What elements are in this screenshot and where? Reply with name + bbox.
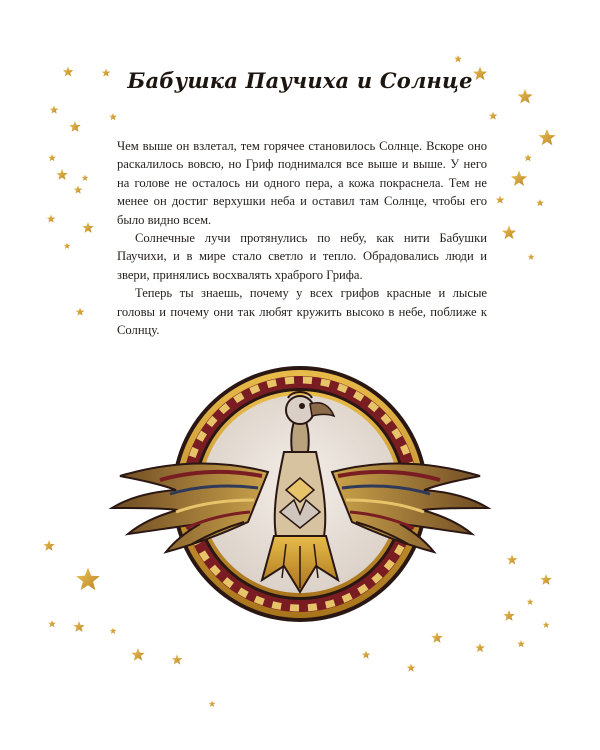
page-title: Бабушка Паучиха и Солнце (127, 68, 473, 93)
paragraph: Теперь ты знаешь, почему у всех грифов красные и лысые головы и почему они так любят кружить высоко в небе, поближе к Солнцу. (117, 286, 487, 338)
paragraph: Солнечные лучи протянулись по небу, как нити Бабушки Паучихи, и в мире стало светло и тепло. Обрадовались люди и звери, принялись восхвалять храброго Грифа. (117, 231, 487, 282)
paragraph: Чем выше он взлетал, тем горячее становилось Солнце. Вскоре оно раскалилось вовсю, но Гриф поднимался все выше и выше. У него на голове не осталось ни одного пера, а кожа покраснела. Тем не менее он достиг верхушки неба и оставил там Солнце, чтобы его было видно всем. (117, 139, 487, 227)
